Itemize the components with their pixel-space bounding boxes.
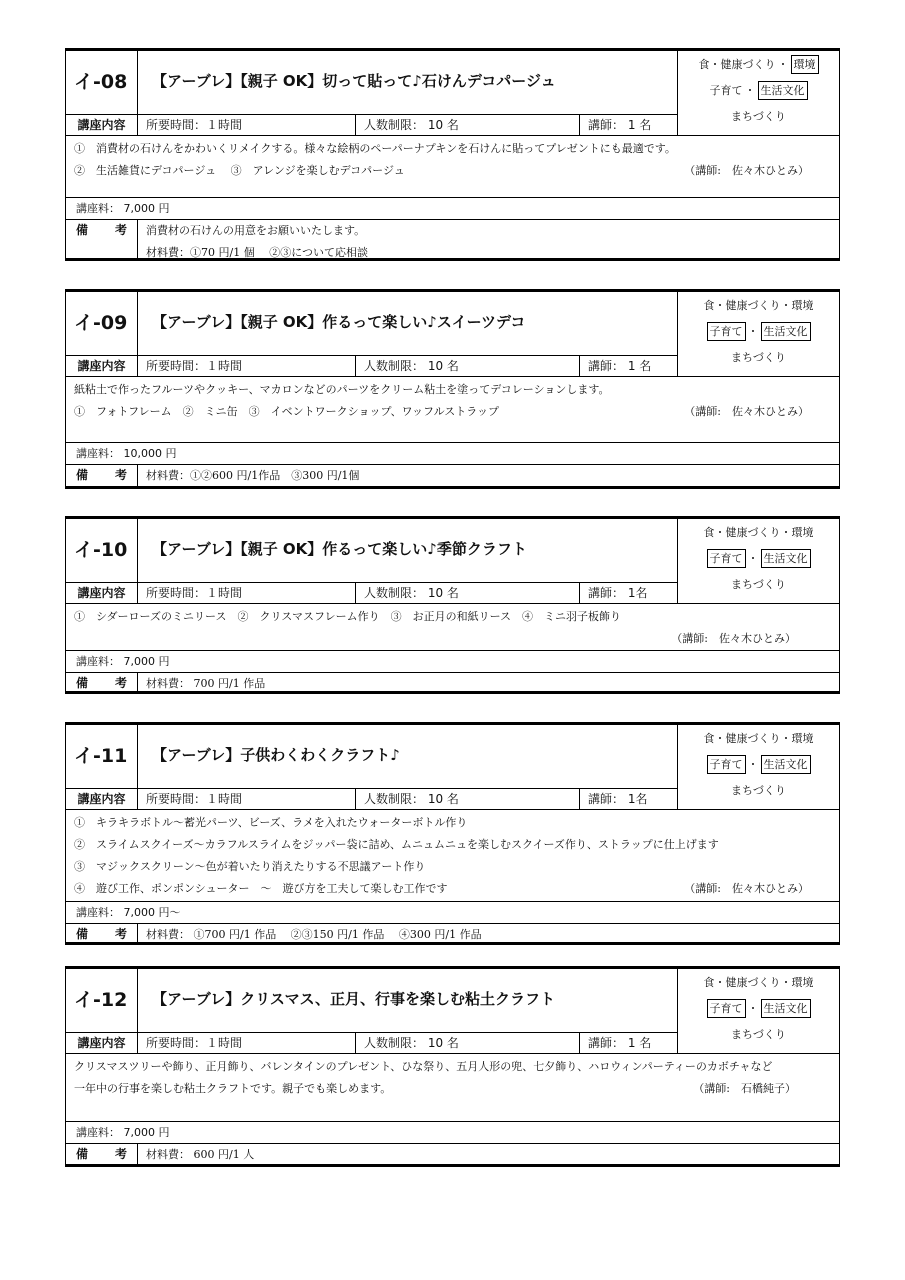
course-description: [66, 1053, 839, 1121]
tag-separator: ・: [747, 1001, 759, 1015]
duration: 所要時間：１時間: [138, 114, 356, 135]
description-text: 一年中の行事を楽しむ粘土クラフトです。親子でも楽しめます。: [74, 1082, 392, 1095]
course-fee: 講座料： 7,000 円: [66, 650, 839, 672]
description-text: ② 生活雑貨にデコパージュ ③ アレンジを楽しむデコパージュ: [74, 164, 405, 177]
tag-separator: ・: [747, 324, 759, 338]
lecturer: （講師: 佐々木ひとみ）: [684, 882, 809, 895]
tag-line-2: [678, 77, 839, 103]
course-code: イ-08: [66, 51, 138, 114]
instructor-count: 講師： 1名: [580, 582, 678, 603]
notes-text: [138, 923, 839, 945]
tag-line-3: [678, 777, 839, 803]
duration: 所要時間：１時間: [138, 788, 356, 809]
content-label: 講座内容: [66, 1032, 138, 1053]
lecturer: （講師: 石橋純子）: [693, 1082, 796, 1095]
tag-line-1: [678, 519, 839, 545]
course-block-i10: [65, 516, 840, 694]
lecturer: （講師: 佐々木ひとみ）: [684, 164, 809, 177]
note-line: 材料費：①70 円/1 個 ②③について応相談: [146, 246, 368, 259]
tag-separator: ・: [777, 57, 789, 71]
course-block-i08: [65, 48, 840, 261]
lecturer: （講師: 佐々木ひとみ）: [671, 632, 796, 645]
tag-food-health: 食・健康づくり: [698, 57, 776, 71]
tag-lifestyle-culture-selected: 生活文化: [761, 322, 811, 341]
content-label: 講座内容: [66, 114, 138, 135]
description-line: [74, 628, 831, 650]
note-line: 材料費： 700 円/1 作品: [146, 677, 266, 690]
tag-childcare-selected: 子育て: [707, 322, 746, 341]
description-line: ① シダーローズのミニリース ② クリスマスフレーム作り ③ お正月の和紙リース ④ ミニ羽子板飾り: [74, 610, 622, 623]
tag-childcare-selected: 子育て: [707, 549, 746, 568]
notes-label: [66, 464, 138, 489]
description-line: クリスマスツリーや飾り、正月飾り、バレンタインのプレゼント、ひな祭り、五月人形の兜、七夕飾り、ハロウィンパーティーのカボチャなど: [74, 1060, 773, 1073]
description-line: [74, 1078, 831, 1100]
course-description: [66, 376, 839, 442]
notes-label-right: 考: [114, 468, 127, 482]
course-title: 【アーブレ】クリスマス、正月、行事を楽しむ粘土クラフト: [138, 969, 678, 1032]
tag-food-health-environment: 食・健康づくり・環境: [703, 298, 814, 312]
duration: 所要時間：１時間: [138, 582, 356, 603]
course-block-i09: [65, 289, 840, 489]
tag-lifestyle-culture-selected: 生活文化: [758, 81, 808, 100]
duration: 所要時間：１時間: [138, 355, 356, 376]
course-description: [66, 603, 839, 650]
notes-label: [66, 923, 138, 945]
tag-lifestyle-culture-selected: 生活文化: [761, 549, 811, 568]
tag-separator: ・: [747, 757, 759, 771]
tag-separator: ・: [744, 83, 756, 97]
tag-childcare: 子育て: [709, 83, 743, 97]
category-tags: [678, 51, 839, 135]
course-title: 【アーブレ】子供わくわくクラフト♪: [138, 725, 678, 788]
duration: 所要時間：１時間: [138, 1032, 356, 1053]
note-line: 材料費：①②600 円/1作品 ③300 円/1個: [146, 469, 360, 482]
category-tags: [678, 292, 839, 376]
description-line: 紙粘土で作ったフルーツやクッキー、マカロンなどのパーツをクリーム粘土を塗ってデコレーションします。: [74, 383, 610, 396]
notes-label: [66, 672, 138, 694]
description-line: [74, 878, 831, 900]
notes-label-right: 考: [114, 676, 127, 690]
tag-environment-selected: 環境: [791, 55, 819, 74]
tag-community: まちづくり: [731, 109, 786, 123]
notes-label-left: 備: [76, 927, 89, 941]
course-block-i11: [65, 722, 840, 945]
tag-line-2: [678, 318, 839, 344]
capacity: 人数制限： 10 名: [356, 355, 580, 376]
course-description: [66, 135, 839, 197]
course-fee: 講座料： 7,000 円: [66, 1121, 839, 1143]
course-title: 【アーブレ】【親子 OK】切って貼って♪石けんデコパージュ: [138, 51, 678, 114]
tag-line-2: [678, 545, 839, 571]
notes-text: [138, 1143, 839, 1167]
course-title: 【アーブレ】【親子 OK】作るって楽しい♪スイーツデコ: [138, 292, 678, 355]
tag-line-3: [678, 344, 839, 370]
content-label: 講座内容: [66, 582, 138, 603]
note-line: 材料費： ①700 円/1 作品 ②③150 円/1 作品 ④300 円/1 作品: [146, 928, 482, 941]
capacity: 人数制限： 10 名: [356, 788, 580, 809]
instructor-count: 講師： 1 名: [580, 355, 678, 376]
tag-line-2: [678, 995, 839, 1021]
tag-line-3: [678, 571, 839, 597]
course-fee: 講座料： 10,000 円: [66, 442, 839, 464]
tag-community: まちづくり: [731, 350, 786, 364]
tag-separator: ・: [747, 551, 759, 565]
course-code: イ-12: [66, 969, 138, 1032]
instructor-count: 講師： 1 名: [580, 114, 678, 135]
notes-label-left: 備: [76, 1147, 89, 1161]
tag-community: まちづくり: [731, 1027, 786, 1041]
tag-lifestyle-culture-selected: 生活文化: [761, 755, 811, 774]
notes-label-right: 考: [114, 223, 127, 237]
note-line: 材料費： 600 円/1 人: [146, 1148, 255, 1161]
description-line: ③ マジックスクリーン～色が着いたり消えたりする不思議アート作り: [74, 860, 426, 873]
tag-line-2: [678, 751, 839, 777]
tag-childcare-selected: 子育て: [707, 999, 746, 1018]
course-code: イ-10: [66, 519, 138, 582]
notes-text: [138, 219, 839, 261]
notes-label-left: 備: [76, 676, 89, 690]
description-line: ② スライムスクイーズ～カラフルスライムをジッパー袋に詰め、ムニュムニュを楽しむスクイーズ作り、ストラップに仕上げます: [74, 838, 719, 851]
content-label: 講座内容: [66, 788, 138, 809]
instructor-count: 講師： 1名: [580, 788, 678, 809]
course-description: [66, 809, 839, 901]
notes-label-right: 考: [114, 927, 127, 941]
notes-label-left: 備: [76, 468, 89, 482]
category-tags: [678, 969, 839, 1053]
course-block-i12: [65, 966, 840, 1167]
description-line: ① 消費材の石けんをかわいくリメイクする。様々な絵柄のペーパーナプキンを石けんに貼ってプレゼントにも最適です。: [74, 142, 676, 155]
tag-line-3: [678, 1021, 839, 1047]
description-line: ① キラキラボトル～蓄光パーツ、ビーズ、ラメを入れたウォーターボトル作り: [74, 816, 468, 829]
course-code: イ-09: [66, 292, 138, 355]
notes-text: [138, 672, 839, 694]
course-code: イ-11: [66, 725, 138, 788]
description-line: [74, 160, 831, 182]
content-label: 講座内容: [66, 355, 138, 376]
capacity: 人数制限： 10 名: [356, 1032, 580, 1053]
notes-text: [138, 464, 839, 489]
tag-food-health-environment: 食・健康づくり・環境: [703, 525, 814, 539]
description-line: [74, 401, 831, 423]
notes-label: [66, 219, 138, 261]
category-tags: [678, 725, 839, 809]
tag-line-1: [678, 969, 839, 995]
tag-food-health-environment: 食・健康づくり・環境: [703, 975, 814, 989]
course-title: 【アーブレ】【親子 OK】作るって楽しい♪季節クラフト: [138, 519, 678, 582]
tag-line-1: [678, 725, 839, 751]
capacity: 人数制限： 10 名: [356, 582, 580, 603]
course-fee: 講座料： 7,000 円: [66, 197, 839, 219]
description-text: ④ 遊び工作、ポンポンシューター ～ 遊び方を工夫して楽しむ工作です: [74, 882, 448, 895]
lecturer: （講師: 佐々木ひとみ）: [684, 405, 809, 418]
notes-label-left: 備: [76, 223, 89, 237]
notes-label: [66, 1143, 138, 1167]
tag-line-1: [678, 51, 839, 77]
tag-community: まちづくり: [731, 577, 786, 591]
capacity: 人数制限： 10 名: [356, 114, 580, 135]
category-tags: [678, 519, 839, 603]
description-text: ① フォトフレーム ② ミニ缶 ③ イベントワークショップ、ワッフルストラップ: [74, 405, 500, 418]
tag-food-health-environment: 食・健康づくり・環境: [703, 731, 814, 745]
instructor-count: 講師： 1 名: [580, 1032, 678, 1053]
notes-label-right: 考: [114, 1147, 127, 1161]
tag-line-1: [678, 292, 839, 318]
tag-lifestyle-culture-selected: 生活文化: [761, 999, 811, 1018]
tag-childcare-selected: 子育て: [707, 755, 746, 774]
course-fee: 講座料： 7,000 円～: [66, 901, 839, 923]
note-line: 消費材の石けんの用意をお願いいたします。: [146, 224, 366, 237]
tag-line-3: [678, 103, 839, 129]
tag-community: まちづくり: [731, 783, 786, 797]
